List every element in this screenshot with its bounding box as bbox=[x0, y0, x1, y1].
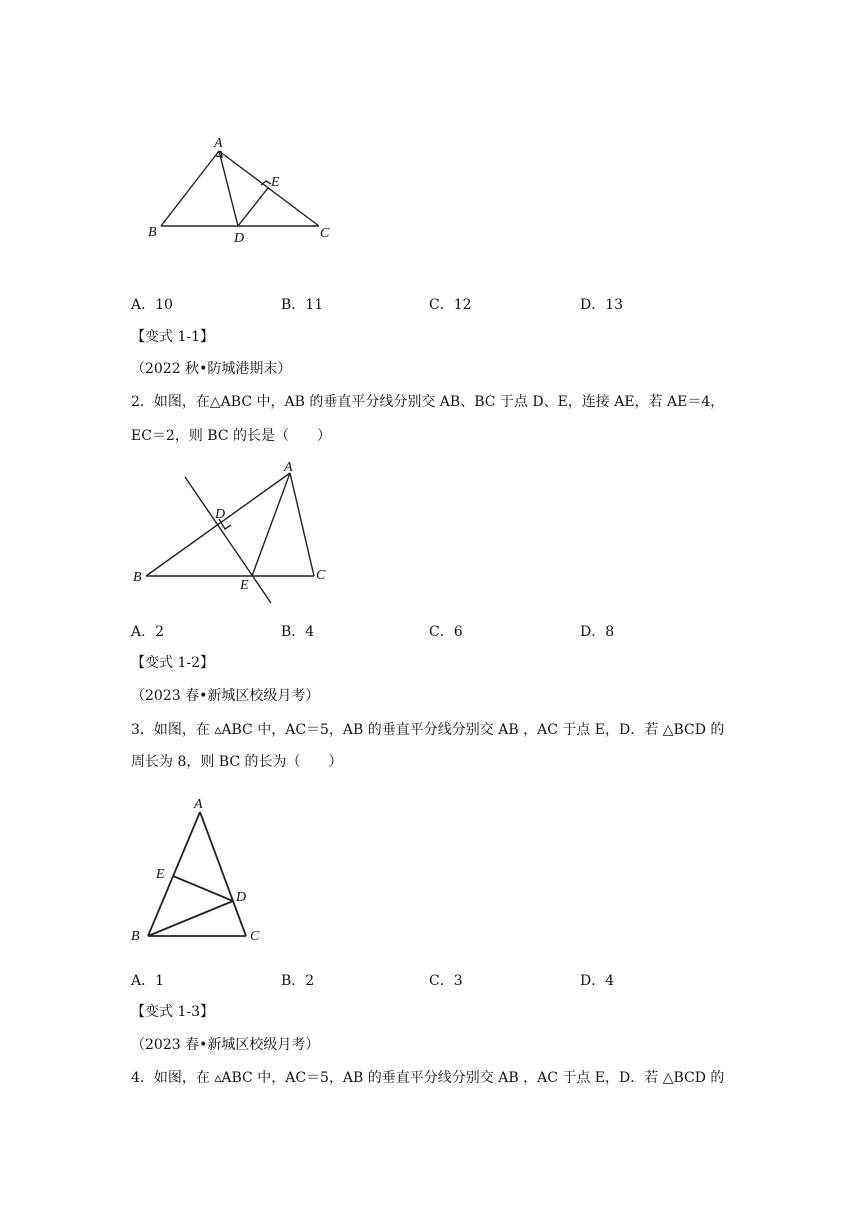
q1-option-c[interactable]: C．12 bbox=[429, 297, 472, 313]
q2-option-c[interactable]: C．6 bbox=[429, 624, 463, 640]
question-3-text-line-2: 周长为 8，则 BC 的长为（ ） bbox=[131, 754, 343, 770]
fig1-label-a: A bbox=[214, 136, 223, 151]
q1-option-b[interactable]: B．11 bbox=[281, 297, 324, 313]
variant-1-2-header: 【变式 1-2】 bbox=[131, 655, 214, 671]
figure-2-diagram bbox=[130, 455, 340, 610]
fig1-label-b: B bbox=[148, 225, 157, 240]
fig3-label-c: C bbox=[250, 929, 260, 944]
fig2-label-c: C bbox=[316, 568, 326, 583]
q1-option-a[interactable]: A．10 bbox=[131, 297, 173, 313]
question-2-text-line-2: EC＝2，则 BC 的长是（ ） bbox=[131, 428, 331, 444]
fig3-label-e: E bbox=[156, 867, 165, 882]
variant-1-1-header: 【变式 1-1】 bbox=[131, 329, 214, 345]
q2-option-d[interactable]: D．8 bbox=[580, 624, 615, 640]
figure-3-diagram bbox=[128, 790, 268, 950]
question-4-text-line-1: 4．如图，在 ▵ABC 中，AC＝5，AB 的垂直平分线分别交 AB ，AC 于点 E，D．若 △BCD 的 bbox=[131, 1070, 725, 1086]
q2-option-b[interactable]: B．4 bbox=[281, 624, 315, 640]
q2-option-a[interactable]: A．2 bbox=[131, 624, 165, 640]
fig3-label-a: A bbox=[194, 797, 203, 812]
figure-3 bbox=[128, 790, 268, 950]
fig2-label-a: A bbox=[284, 460, 293, 475]
variant-1-3-header: 【变式 1-3】 bbox=[131, 1004, 214, 1020]
q3-option-d[interactable]: D．4 bbox=[580, 973, 615, 989]
fig3-label-d: D bbox=[236, 890, 247, 905]
fig1-label-d: D bbox=[234, 231, 245, 246]
variant-1-2-source: （2023 春•新城区校级月考） bbox=[131, 688, 320, 704]
q3-option-c[interactable]: C．3 bbox=[429, 973, 463, 989]
fig2-label-e: E bbox=[240, 578, 249, 593]
figure-2 bbox=[130, 455, 340, 610]
fig1-label-c: C bbox=[320, 226, 330, 241]
q3-option-b[interactable]: B．2 bbox=[281, 973, 315, 989]
question-2-text-line-1: 2．如图，在△ABC 中，AB 的垂直平分线分别交 AB、BC 于点 D、E，连接 AE，若 AE＝4， bbox=[131, 394, 725, 410]
q3-option-a[interactable]: A．1 bbox=[131, 973, 165, 989]
q1-option-d[interactable]: D．13 bbox=[580, 297, 624, 313]
figure-1 bbox=[140, 130, 340, 245]
fig3-label-b: B bbox=[131, 929, 140, 944]
variant-1-1-source: （2022 秋•防城港期末） bbox=[131, 361, 292, 377]
fig2-label-b: B bbox=[133, 570, 142, 585]
fig1-label-e: E bbox=[271, 175, 280, 190]
variant-1-3-source: （2023 春•新城区校级月考） bbox=[131, 1037, 320, 1053]
question-3-text-line-1: 3．如图，在 ▵ABC 中，AC＝5，AB 的垂直平分线分别交 AB ，AC 于点 E，D．若 △BCD 的 bbox=[131, 722, 725, 738]
fig2-label-d: D bbox=[215, 507, 226, 522]
figure-1-diagram bbox=[140, 130, 340, 245]
